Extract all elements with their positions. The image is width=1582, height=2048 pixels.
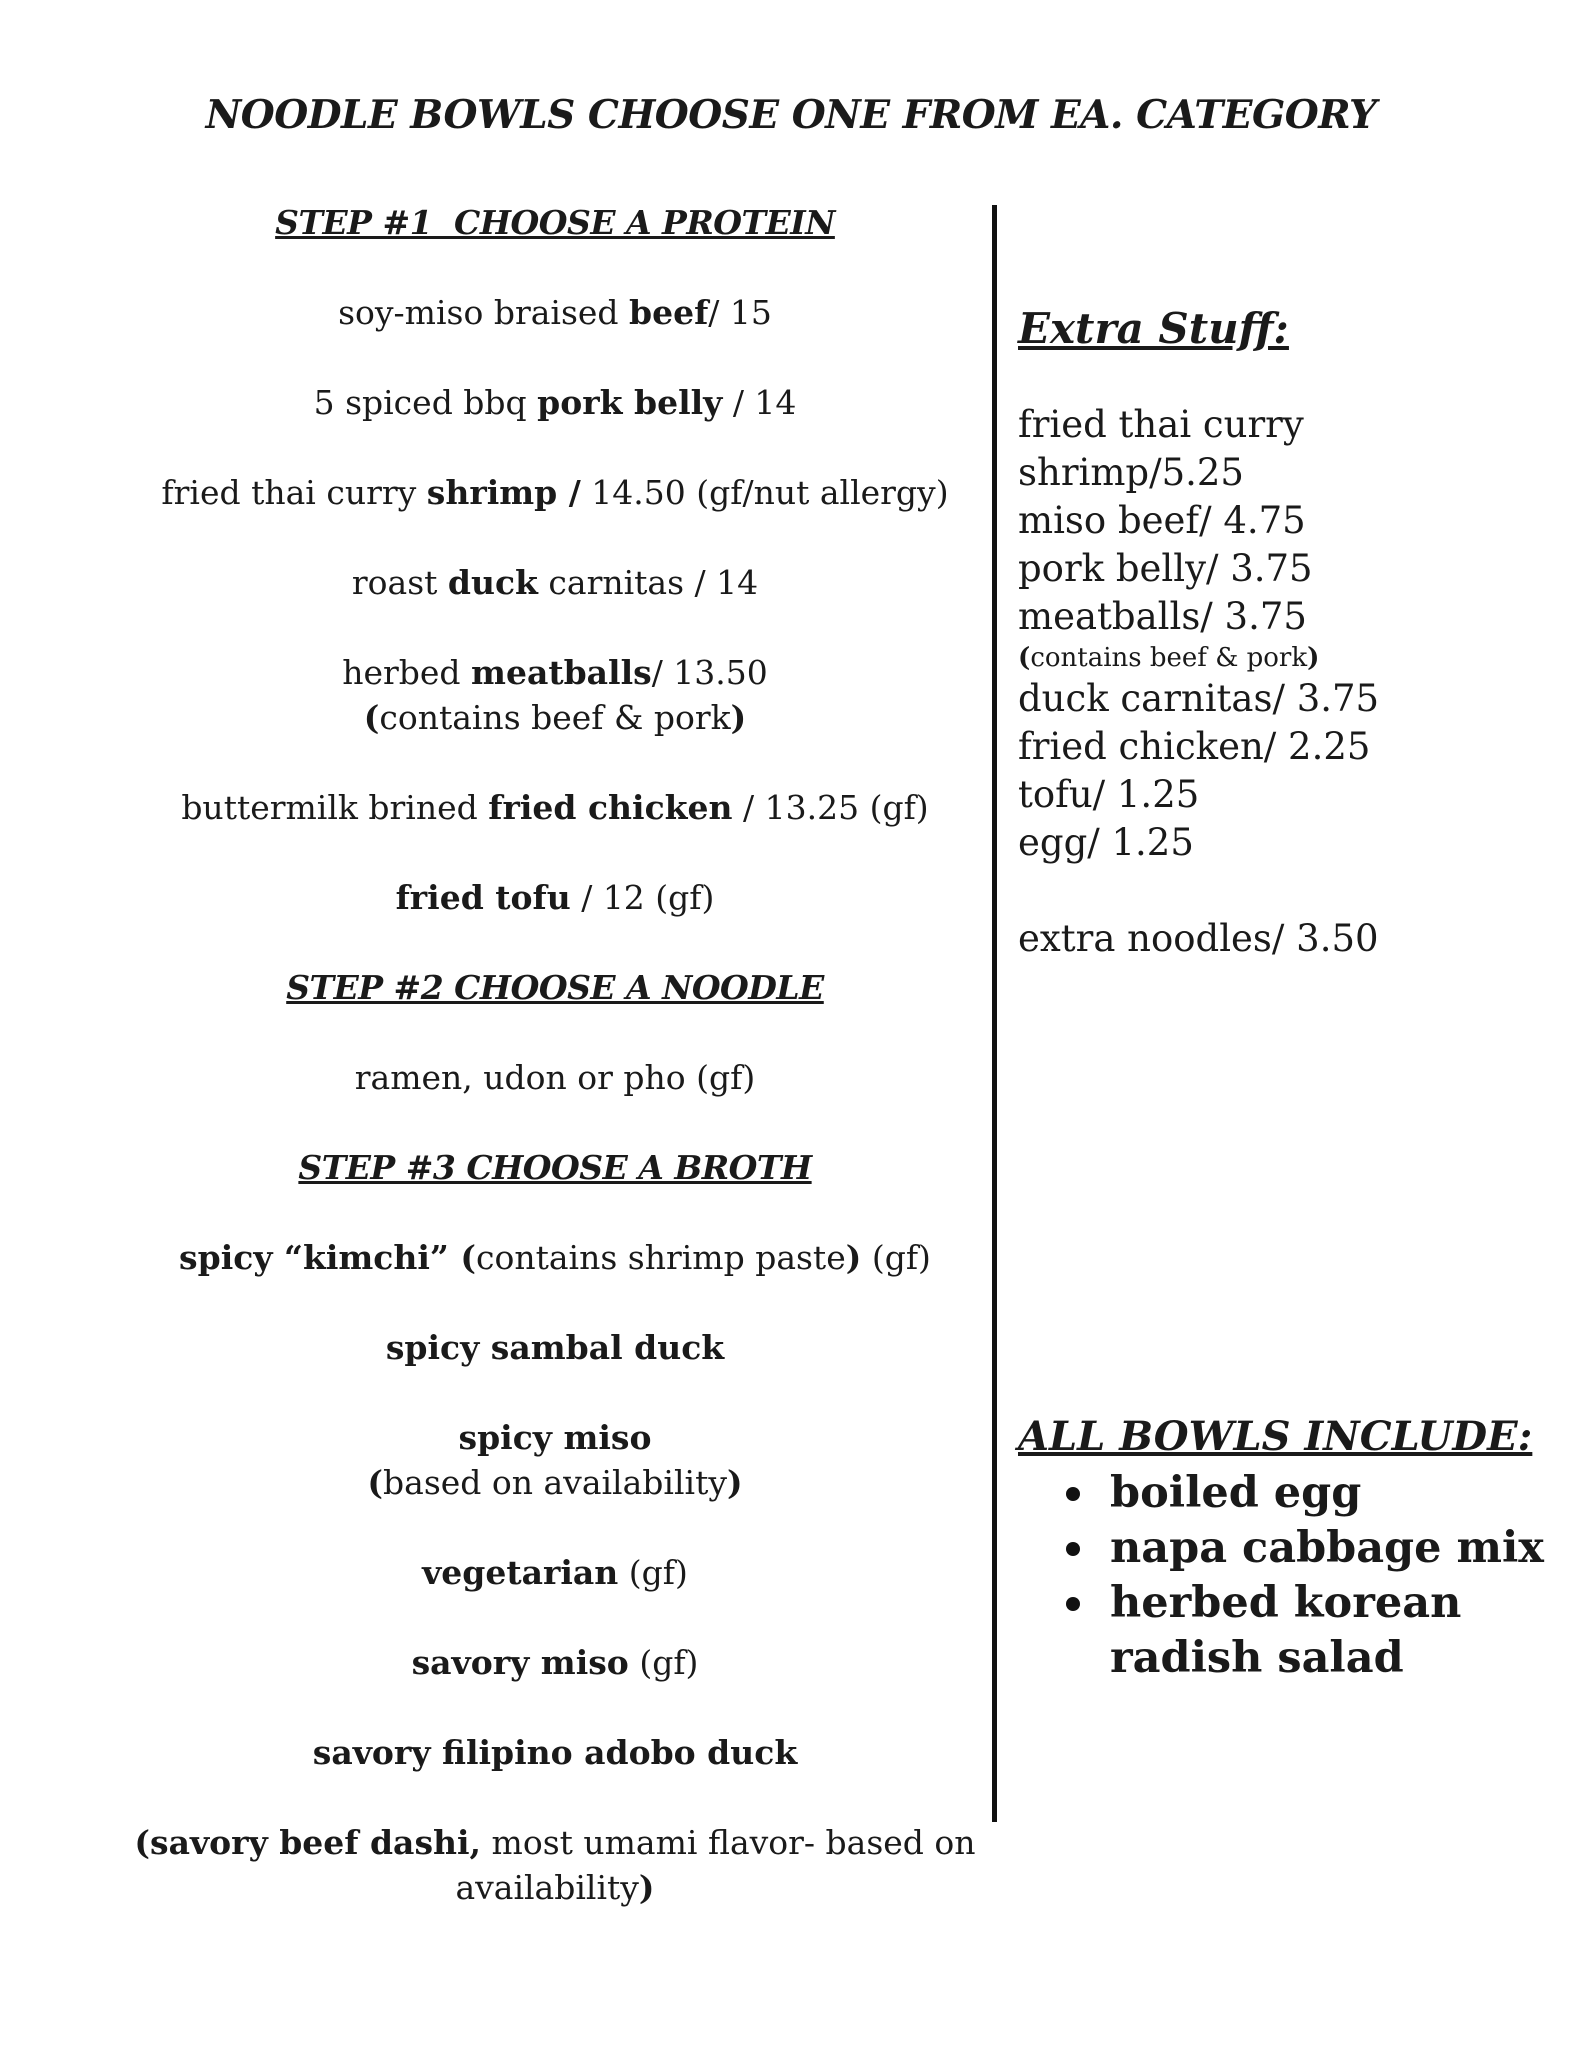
extra-item: tofu/ 1.25 xyxy=(1018,773,1200,816)
extra-item: fried thai curry xyxy=(1018,403,1304,446)
extra-item: pork belly/ 3.75 xyxy=(1018,547,1313,590)
protein-item: herbed meatballs/ 13.50 (contains beef & pork) xyxy=(342,653,768,737)
broth-item: vegetarian (gf) xyxy=(422,1553,688,1592)
extra-noodles: extra noodles/ 3.50 xyxy=(1018,917,1379,960)
protein-item: soy-miso braised beef/ 15 xyxy=(338,293,772,332)
extra-item: miso beef/ 4.75 xyxy=(1018,499,1306,542)
list-item: napa cabbage mix xyxy=(1018,1521,1558,1576)
list-item: boiled egg xyxy=(1018,1466,1558,1521)
includes-list xyxy=(1018,1466,1558,1686)
broth-item: savory filipino adobo duck xyxy=(312,1733,798,1772)
protein-item: 5 spiced bbq pork belly / 14 xyxy=(313,383,797,422)
list-item: herbed korean radish salad xyxy=(1018,1576,1558,1686)
column-divider xyxy=(992,205,997,1822)
broth-item: spicy sambal duck xyxy=(385,1328,725,1367)
bullet-icon xyxy=(1066,1487,1080,1501)
broth-item: savory miso (gf) xyxy=(411,1643,699,1682)
broth-item: spicy miso (based on availability) xyxy=(367,1418,743,1502)
bullet-icon xyxy=(1066,1597,1080,1611)
extra-item: shrimp/5.25 xyxy=(1018,451,1244,494)
extra-item: fried chicken/ 2.25 xyxy=(1018,725,1371,768)
broth-item: (savory beef dashi, most umami flavor- based on availability) xyxy=(134,1823,976,1907)
protein-item: buttermilk brined fried chicken / 13.25 (gf) xyxy=(181,788,929,827)
extra-stuff-section xyxy=(1018,305,1538,963)
left-column xyxy=(130,200,980,1955)
extra-note: (contains beef & pork) xyxy=(1018,643,1320,673)
extra-item: duck carnitas/ 3.75 xyxy=(1018,677,1380,720)
noodle-options: ramen, udon or pho (gf) xyxy=(354,1058,756,1097)
menu-title: NOODLE BOWLS CHOOSE ONE FROM EA. CATEGORY xyxy=(205,92,1377,138)
extra-item: egg/ 1.25 xyxy=(1018,821,1194,864)
includes-heading: ALL BOWLS INCLUDE: xyxy=(1018,1413,1533,1460)
protein-item: fried thai curry shrimp / 14.50 (gf/nut allergy) xyxy=(161,473,949,512)
step3-heading: STEP #3 CHOOSE A BROTH xyxy=(298,1148,812,1187)
bullet-icon xyxy=(1066,1542,1080,1556)
step2-heading: STEP #2 CHOOSE A NOODLE xyxy=(286,968,824,1007)
protein-item: fried tofu / 12 (gf) xyxy=(395,878,715,917)
extra-stuff-heading: Extra Stuff: xyxy=(1018,304,1289,353)
extra-item: meatballs/ 3.75 xyxy=(1018,595,1307,638)
step1-heading: STEP #1 CHOOSE A PROTEIN xyxy=(275,203,835,242)
includes-section xyxy=(1018,1410,1558,1686)
broth-item: spicy “kimchi” (contains shrimp paste) (gf) xyxy=(179,1238,931,1277)
protein-item: roast duck carnitas / 14 xyxy=(351,563,759,602)
